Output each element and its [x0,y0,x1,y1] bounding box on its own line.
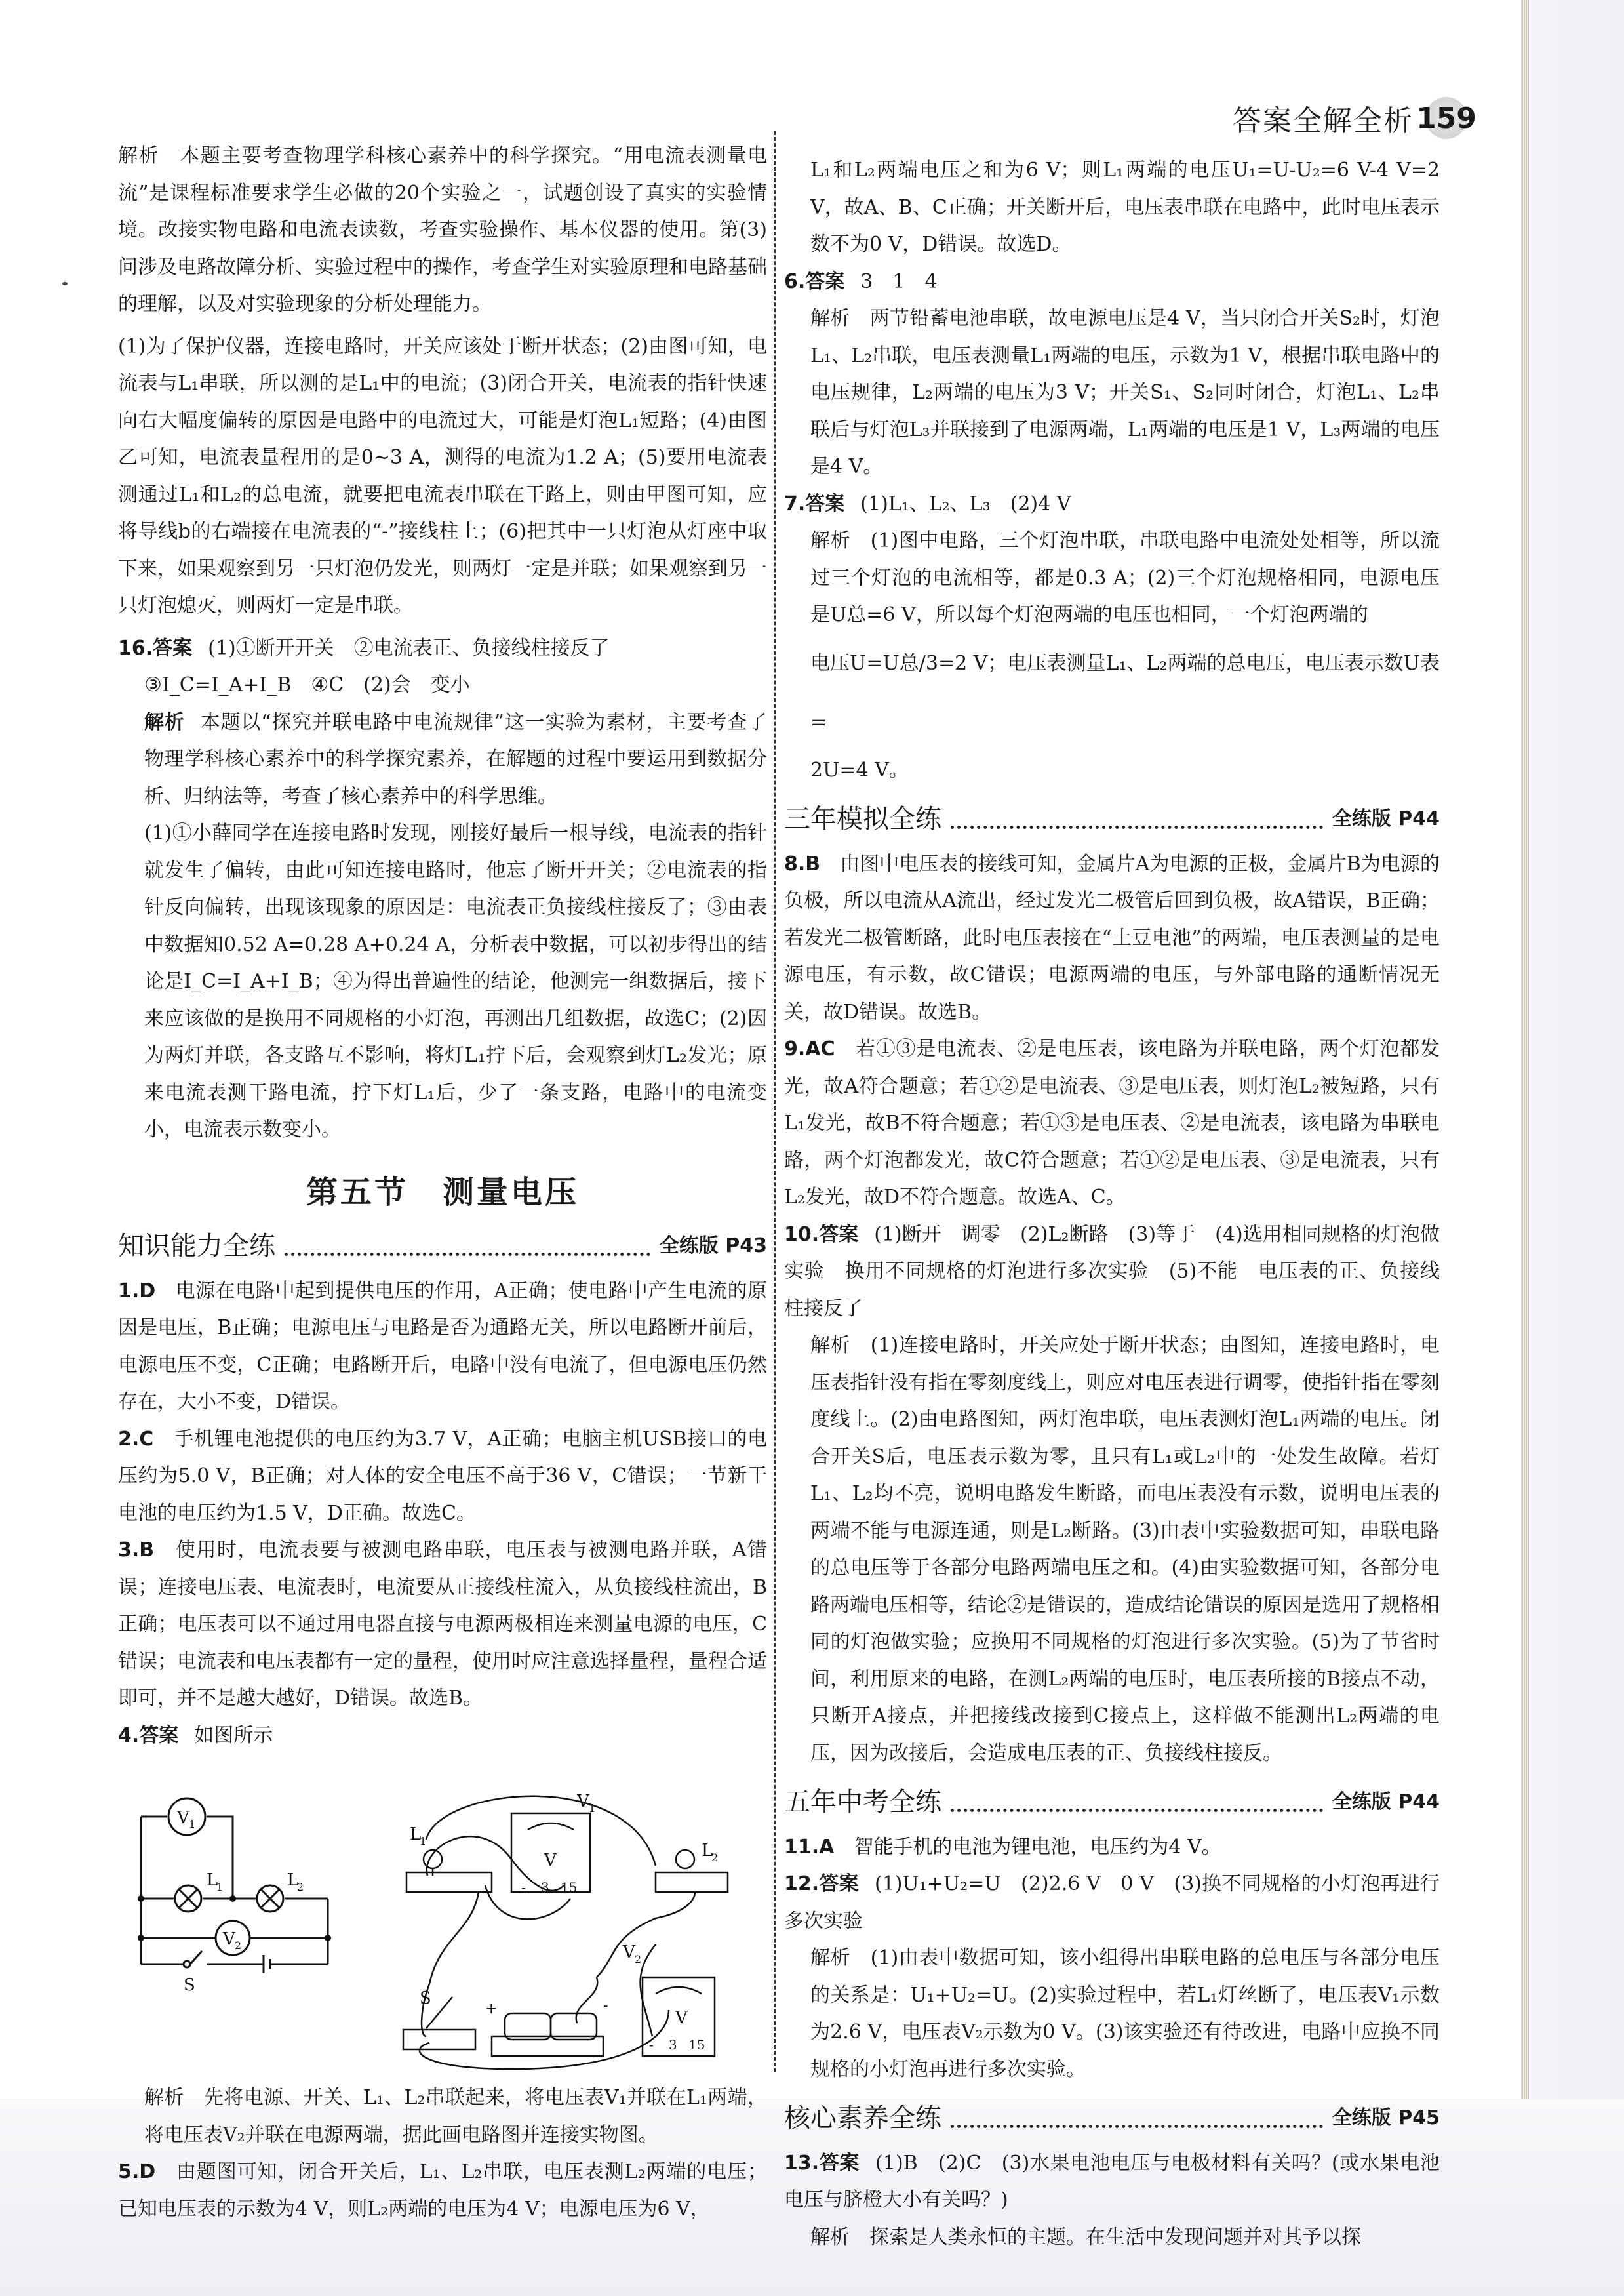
page-edge-lines [1522,0,1529,2099]
q11-item [784,1829,1440,1866]
q16-number: 16. [118,636,153,660]
q10-number: 10. [784,1222,820,1246]
circuit-schematic [118,1787,341,2023]
q3-item [118,1532,767,1718]
q12-number: 12. [784,1872,820,1895]
q8-number: 8.B [784,852,821,876]
leader-dots [951,2125,1323,2128]
svg-text:V: V [577,1792,589,1811]
q16-answer-line2: ③I_C=I_A+I_B ④C (2)会 变小 [144,674,470,696]
q12-analysis: 解析 (1)由表中数据可知，该小组得出串联电路的总电压与各部分电压的关系是：U₁+U₂=U。(2)实验过程中，若L₁灯丝断了，电压表V₁示数为2.6 V，电压表V₂示数为0 V。(3)该实验还有待改进，电路中应换不同规格的小灯泡再进行多次实验。 [810,1946,1440,2081]
q4-number: 4. [118,1723,140,1747]
q1-item [118,1273,767,1421]
header-title: 答案全解全析 [1233,104,1414,138]
q13-analysis: 解析 探索是人类永恒的主题。在生活中发现问题并对其予以探 [810,2225,1361,2249]
q7-analysis-b: 电压U=U总/3=2 V；电压表测量L₁、L₂两端的总电压，电压表示数U表= [810,651,1440,734]
section-mock-ref: 全练版 P44 [1332,807,1440,830]
svg-text:15: 15 [688,2037,705,2053]
q3-number: 3.B [118,1539,155,1561]
q7-number: 7. [784,492,806,515]
circuit-apparatus [380,1761,747,2076]
q10-analysis: 解析 (1)连接电路时，开关应处于断开状态；由图知，连接电路时，电压表指针没有指在零刻度线上，则应对电压表进行调零，使指针指在零刻度线上。(2)由电路图知，两灯泡串联，电压表测灯泡L₁两端的电压。闭合开关S后，电压表示数为零，且只有L₁或L₂中的一处发生故障。若灯L₁、L₂均不亮，说明电路发生断路，而电压表没有示数，说明电压表的两端不能与电源连通，则是L₂断路。(3)由表中实验数据可知，串联电路的总电压等于各部分电路两端电压之和。(4)由实验数据可知，各部分电路两端电压相等，结论②是错误的，造成结论错误的原因是选用了规格相同的灯泡做实验；应换用不同规格的灯泡进行多次实验。(5)为了节省时间，利用原来的电路，在测L₂两端的电压时，电压表所接的B接点不动，只断开A接点，并把接线改接到C接点上，这样做不能测出L₂两端的电压，因为改接后，会造成电压表的正、负接线柱接反。 [810,1334,1440,1765]
svg-text:S: S [184,1975,195,1995]
q10-answer [784,1217,1440,1328]
svg-text:S: S [420,1988,431,2008]
q13-number: 13. [784,2151,820,2175]
svg-text:V: V [544,1851,557,1870]
svg-text:L: L [207,1870,218,1890]
q5-number: 5.D [118,2160,156,2183]
q16-analysis-tag: 解析 [144,710,185,734]
scan-speck [62,282,68,285]
q16-block [118,630,767,1149]
q4-answer-tag: 答案 [139,1723,179,1747]
q7-analysis-c: 2U=4 V。 [810,758,909,782]
section-knowledge-name: 知识能力全练 [118,1231,275,1261]
q6-answer-tag: 答案 [805,270,845,293]
q12-answer-text: (1)U₁+U₂=U (2)2.6 V 0 V (3)换不同规格的小灯泡再进行多次实验 [784,1872,1440,1933]
q1-number: 1.D [118,1279,156,1302]
section-knowledge-ref: 全练版 P43 [659,1234,767,1257]
svg-text:L: L [410,1824,422,1844]
q2-text: 手机锂电池提供的电压约为3.7 V，A正确；电脑主机USB接口的电压约为5.0 V，B正确；对人体的安全电压不高于36 V，C错误；一节新干电池的电压约为1.5 V，D正确。故选C。 [118,1427,768,1525]
left-column [118,138,767,2228]
q5-continued: L₁和L₂两端电压之和为6 V；则L₁两端的电压U₁=U-U₂=6 V-4 V=2 V，故A、B、C正确；开关断开后，电压表串联在电路中，此时电压表示数不为0 V，D错误。故选D。 [810,159,1440,256]
svg-text:L: L [287,1870,299,1890]
svg-text:-: - [603,1998,608,2014]
q1-text: 电源在电路中起到提供电压的作用，A正确；使电路中产生电流的原因是电压，B正确；电源电压与电路是否为通路无关，所以电路断开前后，电源电压不变，C正确；电路断开后，电路中没有电流了，但电源电压仍然存在，大小不变，D错误。 [118,1279,767,1413]
svg-text:1: 1 [420,1835,427,1847]
q4-item [118,1718,767,1755]
q6-answer-text: 3 1 4 [860,270,938,293]
section-title: 第五节 测量电压 [306,1173,579,1211]
running-header [1233,97,1476,139]
svg-text:-: - [521,1880,526,1895]
q6-number: 6. [784,270,806,293]
q6-answer [784,264,1440,301]
svg-text:L: L [702,1841,713,1861]
svg-text:1: 1 [189,1818,196,1830]
q6-analysis: 解析 两节铅蓄电池串联，故电源电压是4 V，当只闭合开关S₂时，灯泡L₁、L₂串联，电压表测量L₁两端的电压，示数为1 V，根据串联电路中的电压规律，L₂两端的电压为3 V；开关S₁、S₂同时闭合，灯泡L₁、L₂串联后与灯泡L₃并联接到了电源两端，L₁两端的电压是1 V，L₃两端的电压是4 V。 [810,307,1440,478]
q7-analysis-a: 解析 (1)图中电路，三个灯泡串联，串联电路中电流处处相等，所以流过三个灯泡的电流相等，都是0.3 A；(2)三个灯泡规格相同，电源电压是U总=6 V，所以每个灯泡两端的电压也相同，一个灯泡两端的 [810,529,1440,626]
q2-number: 2.C [118,1427,154,1451]
q5-item [118,2154,767,2228]
svg-text:3: 3 [669,2037,677,2053]
svg-text:2: 2 [235,1939,242,1952]
section-zhongkao-ref: 全练版 P44 [1332,1790,1440,1813]
q8-item [784,846,1440,1032]
q11-number: 11.A [784,1835,835,1859]
svg-text:3: 3 [541,1880,549,1895]
q3-text: 使用时，电流表要与被测电路串联，电压表与被测电路并联，A错误；连接电压表、电流表时，电流要从正接线柱流入，从负接线柱流出，B正确；电压表可以不通过用电器直接与电源两极相连来测量电源的电压，C错误；电流表和电压表都有一定的量程，使用时应注意选择量程，量程合适即可，并不是越大越好，D错误。故选B。 [118,1539,768,1710]
q16-analysis-intro-text: 本题以“探究并联电路中电流规律”这一实验为素材，主要考查了物理学科核心素养中的科学探究素养，在解题的过程中要运用到数据分析、归纳法等，考查了核心素养中的科学思维。 [144,710,767,808]
q4-answer-text: 如图所示 [194,1723,273,1747]
q8-text: 由图中电压表的接线可知，金属片A为电源的正极，金属片B为电源的负极，所以电流从A流出，经过发光二极管后回到负极，故A错误，B正确；若发光二极管断路，此时电压表接在“土豆电池”的两端，电压表测量的是电源电压，有示数，故C错误；电源两端的电压，与外部电路的通断情况无关，故D错误。故选B。 [784,852,1440,1024]
svg-text:2: 2 [635,1953,642,1965]
page-stack-edge [1521,0,1624,2295]
q16-answer-tag: 答案 [153,636,193,660]
q11-text: 智能手机的电池为锂电池，电压约为4 V。 [854,1835,1221,1859]
svg-text:1: 1 [589,1802,596,1815]
q15-analysis-body: (1)为了保护仪器，连接电路时，开关应该处于断开状态；(2)由图可知，电流表与L₁串联，所以测的是L₁中的电流；(3)闭合开关，电流表的指针快速向右大幅度偏转的原因是电路中的电流过大，可能是灯泡L₁短路；(4)由图乙可知，电流表量程用的是0~3 A，测得的电流为1.2 A；(5)要用电流表测通过L₁和L₂的总电流，就要把电流表串联在干路上，则由甲图可知，应将导线b的右端接在电流表的“-”接线柱上；(6)把其中一只灯泡从灯座中取下来，如果观察到另一只灯泡仍发光，则两灯一定是并联；如果观察到另一只灯泡熄灭，则两灯一定是串联。 [118,334,767,617]
q10-answer-tag: 答案 [819,1222,859,1246]
svg-text:V: V [223,1929,235,1949]
q10-answer-text: (1)断开 调零 (2)L₂断路 (3)等于 (4)选用相同规格的灯泡做实验 换用不同规格的灯泡进行多次实验 (5)不能 电压表的正、负接线柱接反了 [784,1222,1440,1320]
q16-answer-line1 [118,630,767,668]
svg-text:15: 15 [561,1880,578,1895]
q7-answer [784,486,1440,523]
q13-answer-text: (1)B (2)C (3)水果电池电压与电极材料有关吗？(或水果电池电压与脐橙大小有关吗？) [784,2151,1440,2211]
section-zhongkao-header [784,1784,1440,1821]
leader-dots [951,826,1323,829]
q16-answer-text: (1)①断开开关 ②电流表正、负接线柱接反了 [208,636,610,660]
q15-analysis-intro: 解析 本题主要考查物理学科核心素养中的科学探究。“用电流表测量电流”是课程标准要求学生必做的20个实验之一，试题创设了真实的实验情境。改接实物电路和电流表读数，考查实验操作、基本仪器的使用。第(3)问涉及电路故障分析、实验过程中的操作，考查学生对实验原理和电路基础的理解，以及对实验现象的分析处理能力。 [118,144,767,315]
q5-text: 由题图可知，闭合开关后，L₁、L₂串联，电压表测L₂两端的电压；已知电压表的示数为4 V，则L₂两端的电压为4 V；电源电压为6 V， [118,2160,767,2221]
q4-analysis: 解析 先将电源、开关、L₁、L₂串联起来，将电压表V₁并联在L₁两端，将电压表V₂并联在电源两端，据此画电路图并连接实物图。 [144,2086,767,2146]
q7-answer-tag: 答案 [805,492,845,515]
q2-item [118,1421,767,1533]
page-number: 159 [1425,97,1467,139]
q13-answer-tag: 答案 [819,2151,860,2175]
leader-dots [285,1253,650,1256]
section-core-ref: 全练版 P45 [1332,2106,1440,2129]
leader-dots [951,1809,1323,1812]
svg-text:1: 1 [216,1881,224,1893]
svg-text:+: + [485,2001,498,2017]
svg-text:-: - [649,2037,654,2053]
q16-analysis-body: (1)①小薛同学在连接电路时发现，刚接好最后一根导线，电流表的指针就发生了偏转，由此可知连接电路时，他忘了断开开关；②电流表的指针反向偏转，出现该现象的原因是：电流表正负接线柱接反了；③由表中数据知0.52 A=0.28 A+0.24 A，分析表中数据，可以初步得出的结论是I_C=I_A+I_B；④为得出普遍性的结论，他测完一组数据后，接下来应该做的是换用不同规格的小灯泡，再测出几组数据，故选C；(2)因为两灯并联，各支路互不影响，将灯L₁拧下后，会观察到灯L₂发光；原来电流表测干路电流，拧下灯L₁后，少了一条支路，电路中的电流变小，电流表示数变小。 [144,822,767,1141]
q12-answer [784,1866,1440,1940]
q4-circuit-figure [118,1761,767,2076]
svg-text:2: 2 [711,1851,719,1864]
svg-text:2: 2 [297,1881,304,1893]
svg-text:V: V [177,1808,189,1828]
section-knowledge-header [118,1228,767,1265]
svg-text:V: V [675,2008,688,2028]
q13-answer [784,2145,1440,2219]
column-divider [774,131,776,2072]
section-mock-header [784,801,1440,838]
section-core-header [784,2100,1440,2137]
q12-answer-tag: 答案 [819,1872,859,1895]
svg-text:V: V [623,1943,635,1962]
q9-number: 9.AC [784,1037,835,1060]
right-column [784,152,1440,2256]
q9-item [784,1031,1440,1217]
q9-text: 若①③是电流表、②是电压表，该电路为并联电路，两个灯泡都发光，故A符合题意；若①②是电流表、③是电压表，则灯泡L₂被短路，只有L₁发光，故B不符合题意；若①③是电压表、②是电流表，该电路为串联电路，两个灯泡都发光，故C符合题意；若①②是电压表、③是电流表，只有L₂发光，故D不符合题意。故选A、C。 [784,1037,1440,1209]
section-zhongkao-name: 五年中考全练 [784,1787,941,1817]
section-mock-name: 三年模拟全练 [784,804,941,834]
q16-analysis-intro [118,704,767,816]
section-core-name: 核心素养全练 [784,2103,941,2133]
q7-answer-text: (1)L₁、L₂、L₃ (2)4 V [860,492,1071,515]
